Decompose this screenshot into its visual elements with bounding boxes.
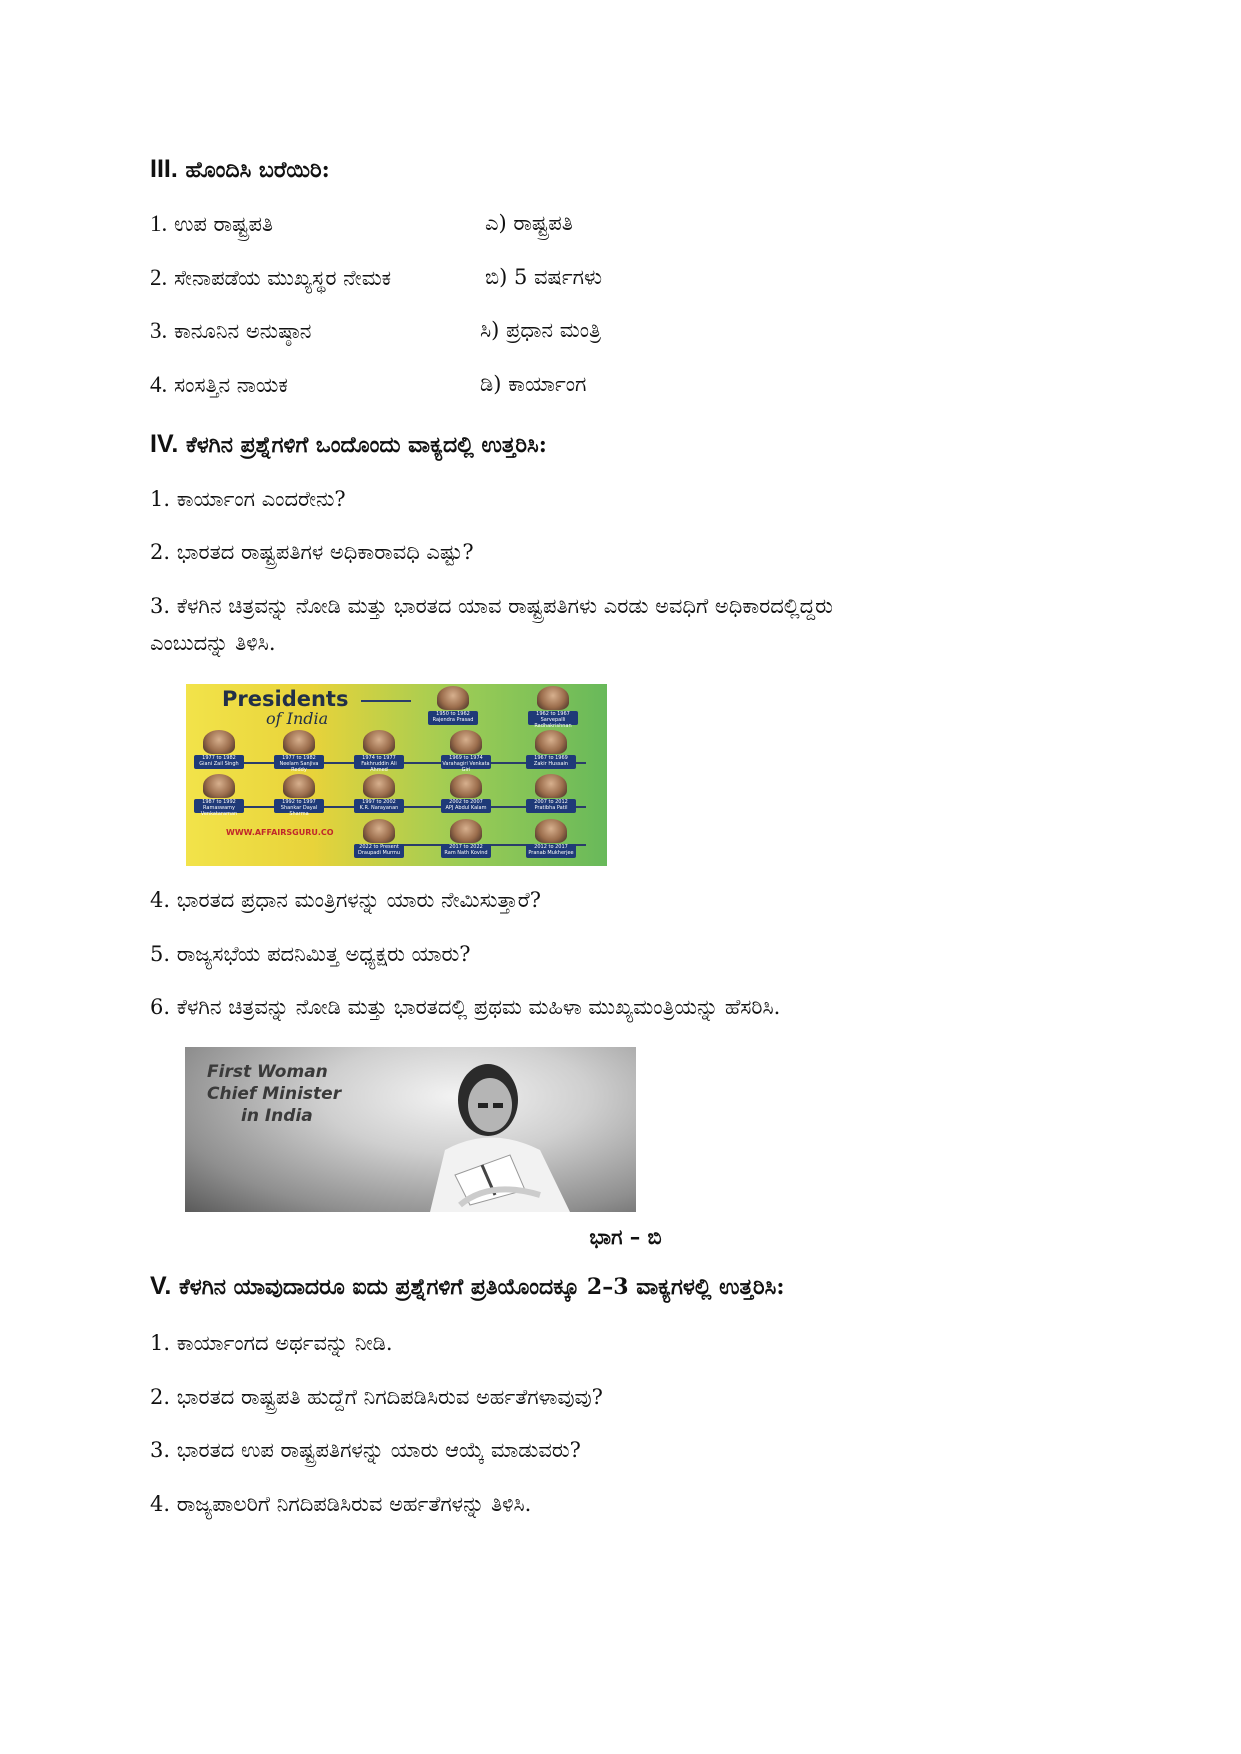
match-right-b: ಬಿ) 5 ವರ್ಷಗಳು <box>485 265 603 289</box>
presidents-image-url: WWW.AFFAIRSGURU.CO <box>226 828 334 837</box>
portrait-caption: 2022 to Present Draupadi Murmu <box>354 844 404 858</box>
question-5-2: 2. ಭಾರತದ ರಾಷ್ಟ್ರಪತಿ ಹುದ್ದೆಗೆ ನಿಗದಿಪಡಿಸಿರುವ ಅರ್ಹತೆಗಳಾವುವು? <box>150 1385 603 1409</box>
portrait-caption: 2007 to 2012 Pratibha Patil <box>526 799 576 813</box>
president-portrait <box>526 819 576 858</box>
portrait-caption: 1997 to 2002 K.R. Narayanan <box>354 799 404 813</box>
portrait-photo <box>450 730 482 754</box>
section-4-title: ಕೆಳಗಿನ ಪ್ರಶ್ನೆಗಳಿಗೆ ಒಂದೊಂದು ವಾಕ್ಯದಲ್ಲಿ ಉತ್ತರಿಸಿ: <box>185 432 547 458</box>
match-left-4: 4. ಸಂಸತ್ತಿನ ನಾಯಕ <box>150 372 288 397</box>
president-portrait <box>526 730 576 769</box>
portrait-caption: 1967 to 1969 Zakir Hussain <box>526 755 576 769</box>
portrait-caption: 2012 to 2017 Pranab Mukherjee <box>526 844 576 858</box>
portrait-photo <box>283 774 315 798</box>
section-5-title: ಕೆಳಗಿನ ಯಾವುದಾದರೂ ಐದು ಪ್ರಶ್ನೆಗಳಿಗೆ ಪ್ರತಿಯೊಂದಕ್ಕೂ 2–3 ವಾಕ್ಯಗಳಲ್ಲಿ ಉತ್ತರಿಸಿ: <box>179 1274 785 1300</box>
portrait-photo <box>450 774 482 798</box>
president-portrait <box>528 686 578 729</box>
portrait-photo <box>363 730 395 754</box>
question-4-5: 5. ರಾಜ್ಯಸಭೆಯ ಪದನಿಮಿತ್ತ ಅಧ್ಯಕ್ಷರು ಯಾರು? <box>150 942 471 966</box>
president-portrait <box>526 774 576 813</box>
portrait-caption: 1969 to 1974 Varahagiri Venkata Giri <box>442 755 490 773</box>
portrait-caption: 1992 to 1997 Shankar Dayal Sharma <box>274 799 324 813</box>
portrait-caption: 1987 to 1992 Ramaswamy Venkataraman <box>194 799 244 813</box>
portrait-caption: 2017 to 2022 Ram Nath Kovind <box>441 844 491 858</box>
section-4-heading <box>150 430 547 459</box>
section-3-heading <box>150 155 330 184</box>
question-4-3: 3. ಕೆಳಗಿನ ಚಿತ್ರವನ್ನು ನೋಡಿ ಮತ್ತು ಭಾರತದ ಯಾವ ರಾಷ್ಟ್ರಪತಿಗಳು ಎರಡು ಅವಧಿಗೆ ಅಧಿಕಾರದಲ್ಲಿದ್ದರು <box>150 594 833 618</box>
portrait-photo <box>437 686 469 710</box>
match-left-1: 1. ಉಪ ರಾಷ್ಟ್ರಪತಿ <box>150 211 274 236</box>
president-portrait <box>428 686 478 725</box>
match-right-d: ಡಿ) ಕಾರ್ಯಾಂಗ <box>480 372 587 396</box>
section-5-heading <box>150 1272 784 1301</box>
section-4-number: IV. <box>150 430 179 458</box>
president-portrait <box>354 774 404 813</box>
section-5-number: V. <box>150 1272 172 1300</box>
question-4-2: 2. ಭಾರತದ ರಾಷ್ಟ್ರಪತಿಗಳ ಅಧಿಕಾರಾವಧಿ ಎಷ್ಟು? <box>150 540 474 564</box>
timeline-line <box>361 700 411 702</box>
portrait-photo <box>283 730 315 754</box>
question-5-1: 1. ಕಾರ್ಯಾಂಗದ ಅರ್ಥವನ್ನು ನೀಡಿ. <box>150 1331 393 1355</box>
portrait-photo <box>537 686 569 710</box>
portrait-photo <box>363 774 395 798</box>
section-3-number: III. <box>150 155 178 183</box>
match-left-2: 2. ಸೇನಾಪಡೆಯ ಮುಖ್ಯಸ್ಥರ ನೇಮಕ <box>150 265 392 290</box>
question-4-1: 1. ಕಾರ್ಯಾಂಗ ಎಂದರೇನು? <box>150 487 346 511</box>
question-5-3: 3. ಭಾರತದ ಉಪ ರಾಷ್ಟ್ರಪತಿಗಳನ್ನು ಯಾರು ಆಯ್ಕೆ ಮಾಡುವರು? <box>150 1438 581 1462</box>
president-portrait <box>274 774 324 817</box>
portrait-photo <box>363 819 395 843</box>
presidents-image-title: Presidents of India <box>222 687 349 728</box>
portrait-photo <box>450 819 482 843</box>
portrait-photo <box>535 819 567 843</box>
portrait-photo <box>203 730 235 754</box>
president-portrait <box>441 819 491 858</box>
portrait-caption: 2002 to 2007 APJ Abdul Kalam <box>441 799 491 813</box>
match-right-c: ಸಿ) ಪ್ರಧಾನ ಮಂತ್ರಿ <box>480 318 602 342</box>
question-4-3-continued: ಎಂಬುದನ್ನು ತಿಳಿಸಿ. <box>150 631 276 655</box>
portrait-photo <box>203 774 235 798</box>
president-portrait <box>441 774 491 813</box>
president-portrait <box>274 730 324 773</box>
question-5-4: 4. ರಾಜ್ಯಪಾಲರಿಗೆ ನಿಗದಿಪಡಿಸಿರುವ ಅರ್ಹತೆಗಳನ್ನು ತಿಳಿಸಿ. <box>150 1492 532 1516</box>
portrait-caption: 1950 to 1962 Rajendra Prasad <box>428 711 478 725</box>
presidents-of-india-image <box>186 684 607 866</box>
portrait-caption: 1977 to 1982 Neelam Sanjiva Reddy <box>274 755 324 769</box>
part-b-heading: ಭಾಗ – ಬಿ <box>589 1224 662 1249</box>
match-right-a: ಎ) ರಾಷ್ಟ್ರಪತಿ <box>485 211 573 235</box>
president-portrait <box>354 730 404 773</box>
president-portrait <box>441 730 491 773</box>
portrait-photo <box>535 730 567 754</box>
woman-reading-figure <box>400 1055 580 1212</box>
portrait-caption: 1977 to 1982 Giani Zail Singh <box>194 755 244 769</box>
portrait-caption: 1974 to 1977 Fakhruddin Ali Ahmed <box>354 755 404 769</box>
match-left-3: 3. ಕಾನೂನಿನ ಅನುಷ್ಠಾನ <box>150 318 312 343</box>
question-4-6: 6. ಕೆಳಗಿನ ಚಿತ್ರವನ್ನು ನೋಡಿ ಮತ್ತು ಭಾರತದಲ್ಲಿ ಪ್ರಥಮ ಮಹಿಳಾ ಮುಖ್ಯಮಂತ್ರಿಯನ್ನು ಹೆಸರಿಸಿ. <box>150 995 781 1019</box>
first-woman-chief-minister-image <box>185 1047 636 1212</box>
president-portrait <box>354 819 404 858</box>
president-portrait <box>194 730 244 769</box>
question-4-4: 4. ಭಾರತದ ಪ್ರಧಾನ ಮಂತ್ರಿಗಳನ್ನು ಯಾರು ನೇಮಿಸುತ್ತಾರೆ? <box>150 888 541 912</box>
portrait-photo <box>535 774 567 798</box>
president-portrait <box>194 774 244 817</box>
section-3-title: ಹೊಂದಿಸಿ ಬರೆಯಿರಿ: <box>185 157 330 183</box>
portrait-caption: 1962 to 1967 Sarvepalli Radhakrishnan <box>528 711 578 725</box>
cm-image-caption: First Woman Chief Minister in India <box>207 1062 342 1126</box>
